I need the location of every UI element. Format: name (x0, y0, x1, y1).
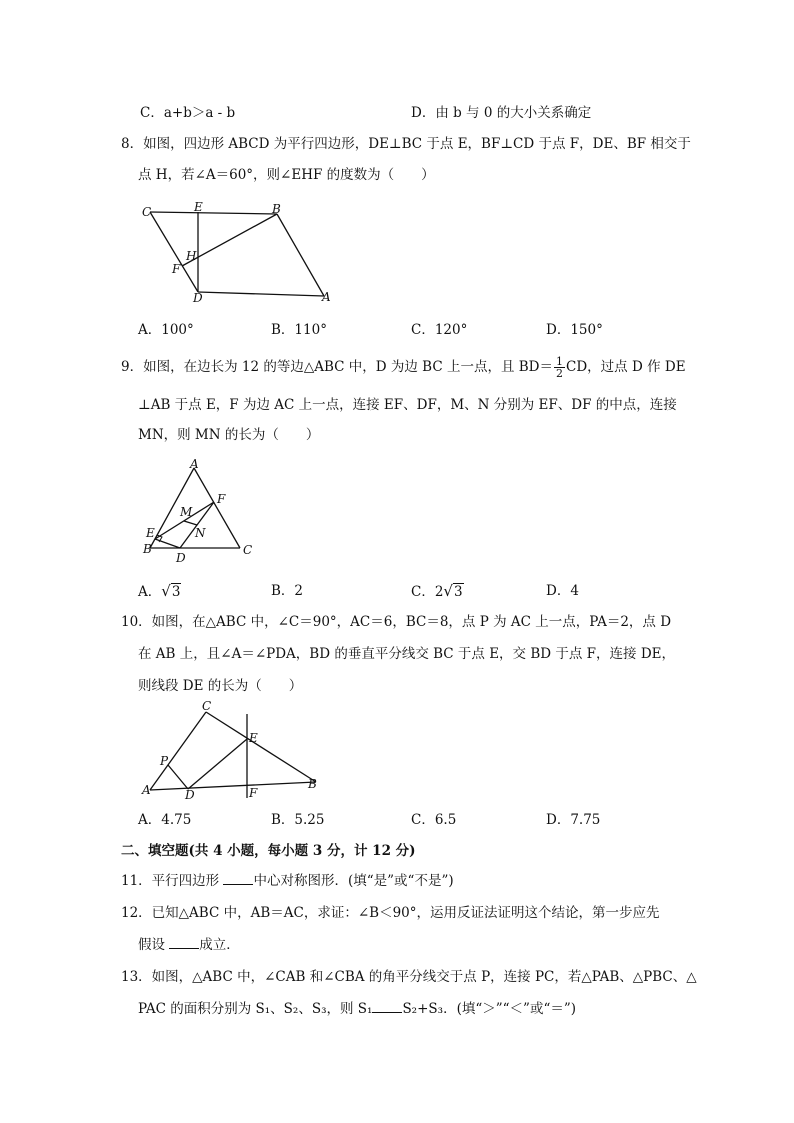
q9-label-n: N (195, 526, 206, 540)
q8-parallelogram-figure (136, 198, 336, 308)
q12-stem-line2-post: 成立． (199, 937, 240, 953)
q8-label-c: C (142, 205, 152, 219)
q10-label-f: F (249, 786, 258, 800)
q10-stem-line1: 10．如图，在△ABC 中，∠C＝90°，AC＝6，BC＝8，点 P 为 AC 上一点，PA＝2，点 D (121, 614, 672, 630)
q12-stem-line2 (138, 936, 240, 954)
q9-option-c-prefix: C．2 (411, 584, 444, 600)
q10-right-triangle-figure (138, 698, 328, 803)
q8-label-a: A (322, 290, 331, 304)
q8-option-a: A．100° (138, 322, 194, 338)
q13-stem-line2 (138, 1000, 576, 1018)
q10-label-b: B (308, 777, 317, 791)
q10-label-e: E (249, 731, 258, 745)
q8-option-b: B．110° (271, 322, 327, 338)
q11-stem-pre: 11．平行四边形 (121, 873, 224, 889)
q9-stem-line3: MN，则 MN 的长为（ ） (138, 427, 320, 443)
q9-option-a-prefix: A． (138, 584, 162, 600)
q10-stem-line3: 则线段 DE 的长为（ ） (138, 678, 303, 694)
section-heading-fill-in: 二、填空题(共 4 小题，每小题 3 分，计 12 分) (121, 843, 416, 859)
q9-label-m: M (180, 505, 193, 519)
q9-option-a-radicand: 3 (171, 584, 181, 600)
q8-segment-cb (150, 212, 277, 214)
q10-stem-line2: 在 AB 上，且∠A＝∠PDA，BD 的垂直平分线交 BC 于点 E，交 BD 于点 F，连接 DE， (138, 646, 675, 662)
q10-label-c: C (202, 699, 212, 713)
q10-option-a: A．4.75 (138, 812, 192, 828)
q9-segment-de (155, 539, 180, 548)
q9-stem-line1-post: CD，过点 D 作 DE (566, 359, 686, 375)
q9-option-c (411, 582, 464, 601)
q12-stem-line2-pre: 假设 (138, 937, 170, 953)
q10-label-p: P (160, 754, 169, 768)
q9-option-d: D．4 (546, 583, 579, 599)
q12-stem-line1: 12．已知△ABC 中，AB＝AC，求证：∠B＜90°，运用反证法证明这个结论，第一步应先 (121, 905, 660, 921)
q9-triangle-figure (138, 456, 258, 566)
q9-stem-line1-pre: 9．如图，在边长为 12 的等边△ABC 中，D 为边 BC 上一点，且 BD＝ (121, 359, 554, 375)
radical-sign-icon: √ (443, 582, 453, 600)
q9-label-f: F (217, 492, 226, 506)
q9-label-a: A (190, 457, 199, 471)
q9-stem-line1 (121, 356, 686, 379)
q10-option-b: B．5.25 (271, 812, 325, 828)
q8-stem-line2: 点 H，若∠A＝60°，则∠EHF 的度数为（ ） (138, 167, 435, 183)
q11-stem-post: 中心对称图形．(填“是”或“不是”) (253, 873, 454, 889)
q9-fraction (554, 356, 565, 379)
q9-option-b: B．2 (271, 583, 304, 599)
radical-sign-icon: √ (161, 582, 171, 600)
q9-label-d: D (176, 551, 186, 565)
q9-label-c: C (243, 543, 253, 557)
q7-option-d: D．由 b 与 0 的大小关系确定 (411, 105, 592, 121)
q8-label-d: D (193, 291, 203, 305)
q8-label-f: F (172, 262, 181, 276)
q9-fraction-numerator: 1 (556, 355, 564, 368)
q7-option-c: C．a+b＞a - b (140, 105, 236, 121)
q11-stem (121, 872, 454, 890)
q8-option-d: D．150° (546, 322, 603, 338)
q11-answer-blank[interactable] (223, 872, 253, 885)
q13-answer-blank[interactable] (372, 1000, 402, 1013)
q9-label-e: E (146, 526, 155, 540)
q10-label-a: A (142, 783, 151, 797)
q10-option-d: D．7.75 (546, 812, 601, 828)
q9-label-b: B (143, 542, 152, 556)
q8-label-b: B (272, 202, 281, 216)
q8-option-c: C．120° (411, 322, 468, 338)
q10-option-c: C．6.5 (411, 812, 457, 828)
q8-label-h: H (186, 249, 197, 263)
q13-stem-line2-pre: PAC 的面积分别为 S₁、S₂、S₃，则 S₁ (138, 1001, 373, 1017)
q10-label-d: D (185, 788, 195, 802)
q10-segment-pd (168, 765, 188, 789)
q8-label-e: E (194, 200, 203, 214)
q9-segment-mn (184, 521, 197, 525)
q9-fraction-denominator: 2 (556, 367, 564, 380)
q13-stem-line1: 13．如图，△ABC 中，∠CAB 和∠CBA 的角平分线交于点 P，连接 PC，若△PAB、△PBC、△ (121, 969, 697, 985)
q9-option-a (138, 582, 181, 601)
q8-stem-line1: 8．如图，四边形 ABCD 为平行四边形，DE⊥BC 于点 E，BF⊥CD 于点 F，DE、BF 相交于 (121, 136, 691, 152)
q10-segment-de (188, 739, 247, 789)
q13-stem-line2-post: S₂+S₃．(填“＞”“＜”或“＝”) (402, 1001, 577, 1017)
q12-answer-blank[interactable] (169, 936, 199, 949)
q9-option-c-radicand: 3 (453, 584, 463, 600)
q9-stem-line2: ⊥AB 于点 E，F 为边 AC 上一点，连接 EF、DF，M、N 分别为 EF、DF 的中点，连接 (138, 397, 677, 413)
